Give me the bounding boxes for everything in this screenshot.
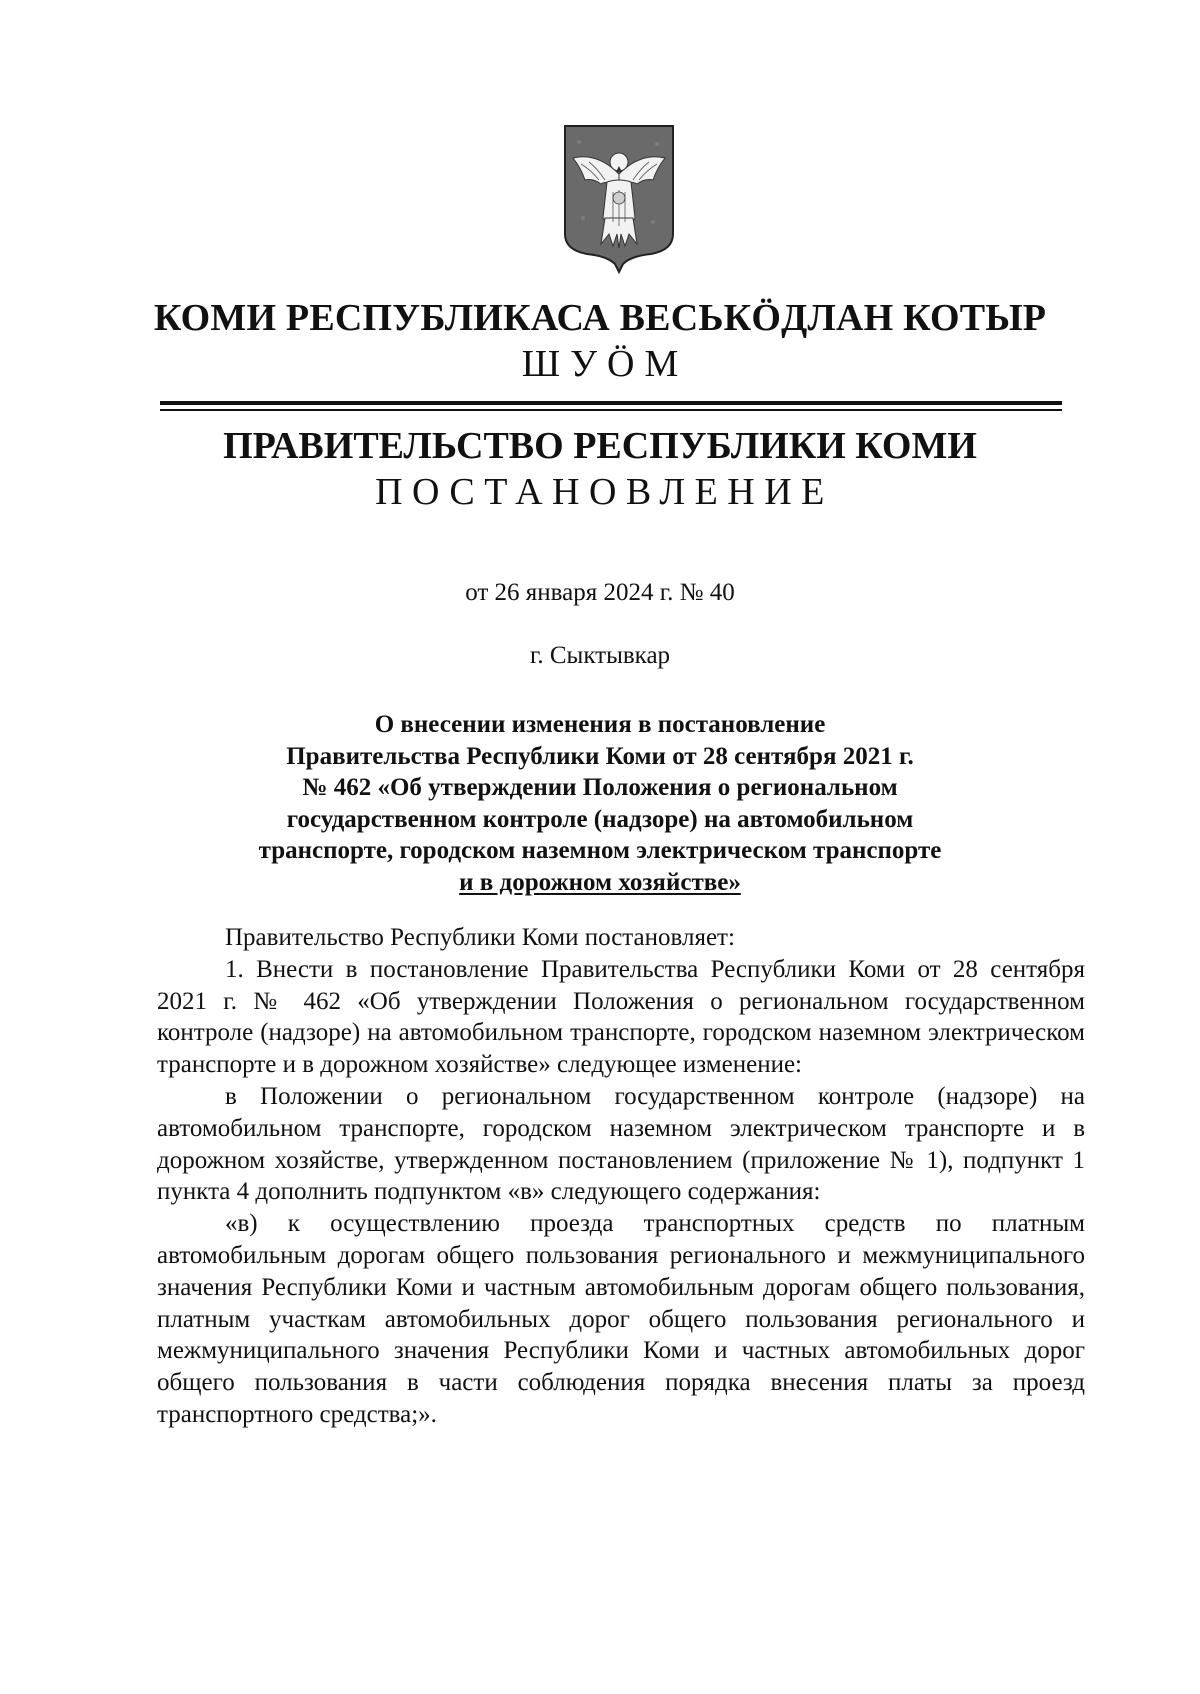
body-paragraph: в Положении о региональном государственном контроле (надзоре) на автомобильном транспорте, городском наземном электрическом транспорте и в дорожном хозяйстве, утвержденном постановлением (приложение № 1), подпункт 1 пункта 4 дополнить подпунктом «в» следующего содержания: <box>157 1082 1085 1206</box>
government-title: ПРАВИТЕЛЬСТВО РЕСПУБЛИКИ КОМИ <box>223 425 977 467</box>
subject-line: транспорте, городском наземном электрическом транспорте <box>258 837 942 864</box>
document-date-number: от 26 января 2024 г. № 40 <box>465 579 735 606</box>
document-subject <box>200 709 1000 898</box>
body-paragraph: 1. Внести в постановление Правительства Республики Коми от 28 сентября 2021 г. № 462 «Об утверждении Положения о региональном государственном контроле (надзоре) на автомобильном транспорте, городском наземном электрическом транспорте и в дорожном хозяйстве» следующее изменение: <box>157 955 1085 1079</box>
komi-government-title: КОМИ РЕСПУБЛИКАСА ВЕСЬКӦДЛАН КОТЫР <box>153 297 1047 339</box>
document-type: ПОСТАНОВЛЕНИЕ <box>375 471 834 513</box>
header-divider-thick <box>160 401 1062 405</box>
document-city: г. Сыктывкар <box>529 642 671 669</box>
document-body <box>157 922 1085 1431</box>
subject-line: № 462 «Об утверждении Положения о региональном <box>302 774 898 801</box>
body-paragraph: Правительство Республики Коми постановляет: <box>225 924 735 951</box>
komi-coat-of-arms-icon <box>561 122 677 274</box>
header-divider-thin <box>160 409 1062 411</box>
komi-document-type: ШУӦМ <box>521 343 689 385</box>
subject-line: государственном контроле (надзоре) на автомобильном <box>286 805 914 833</box>
body-paragraph: «в) к осуществлению проезда транспортных средств по платным автомобильным дорогам общего пользования регионального и межмуниципального значения Республики Коми и частным автомобильным дорогам общего пользования, платным участкам автомобильных дорог общего пользования регионального и межмуниципального значения Республики Коми и частных автомобильных дорог общего пользования в части соблюдения порядка внесения платы за проезд транспортного средства;». <box>157 1210 1085 1428</box>
subject-line-underlined: и в дорожном хозяйстве» <box>459 868 741 896</box>
subject-line: Правительства Республики Коми от 28 сентября 2021 г. <box>286 742 914 770</box>
subject-line: О внесении изменения в постановление <box>374 711 826 738</box>
